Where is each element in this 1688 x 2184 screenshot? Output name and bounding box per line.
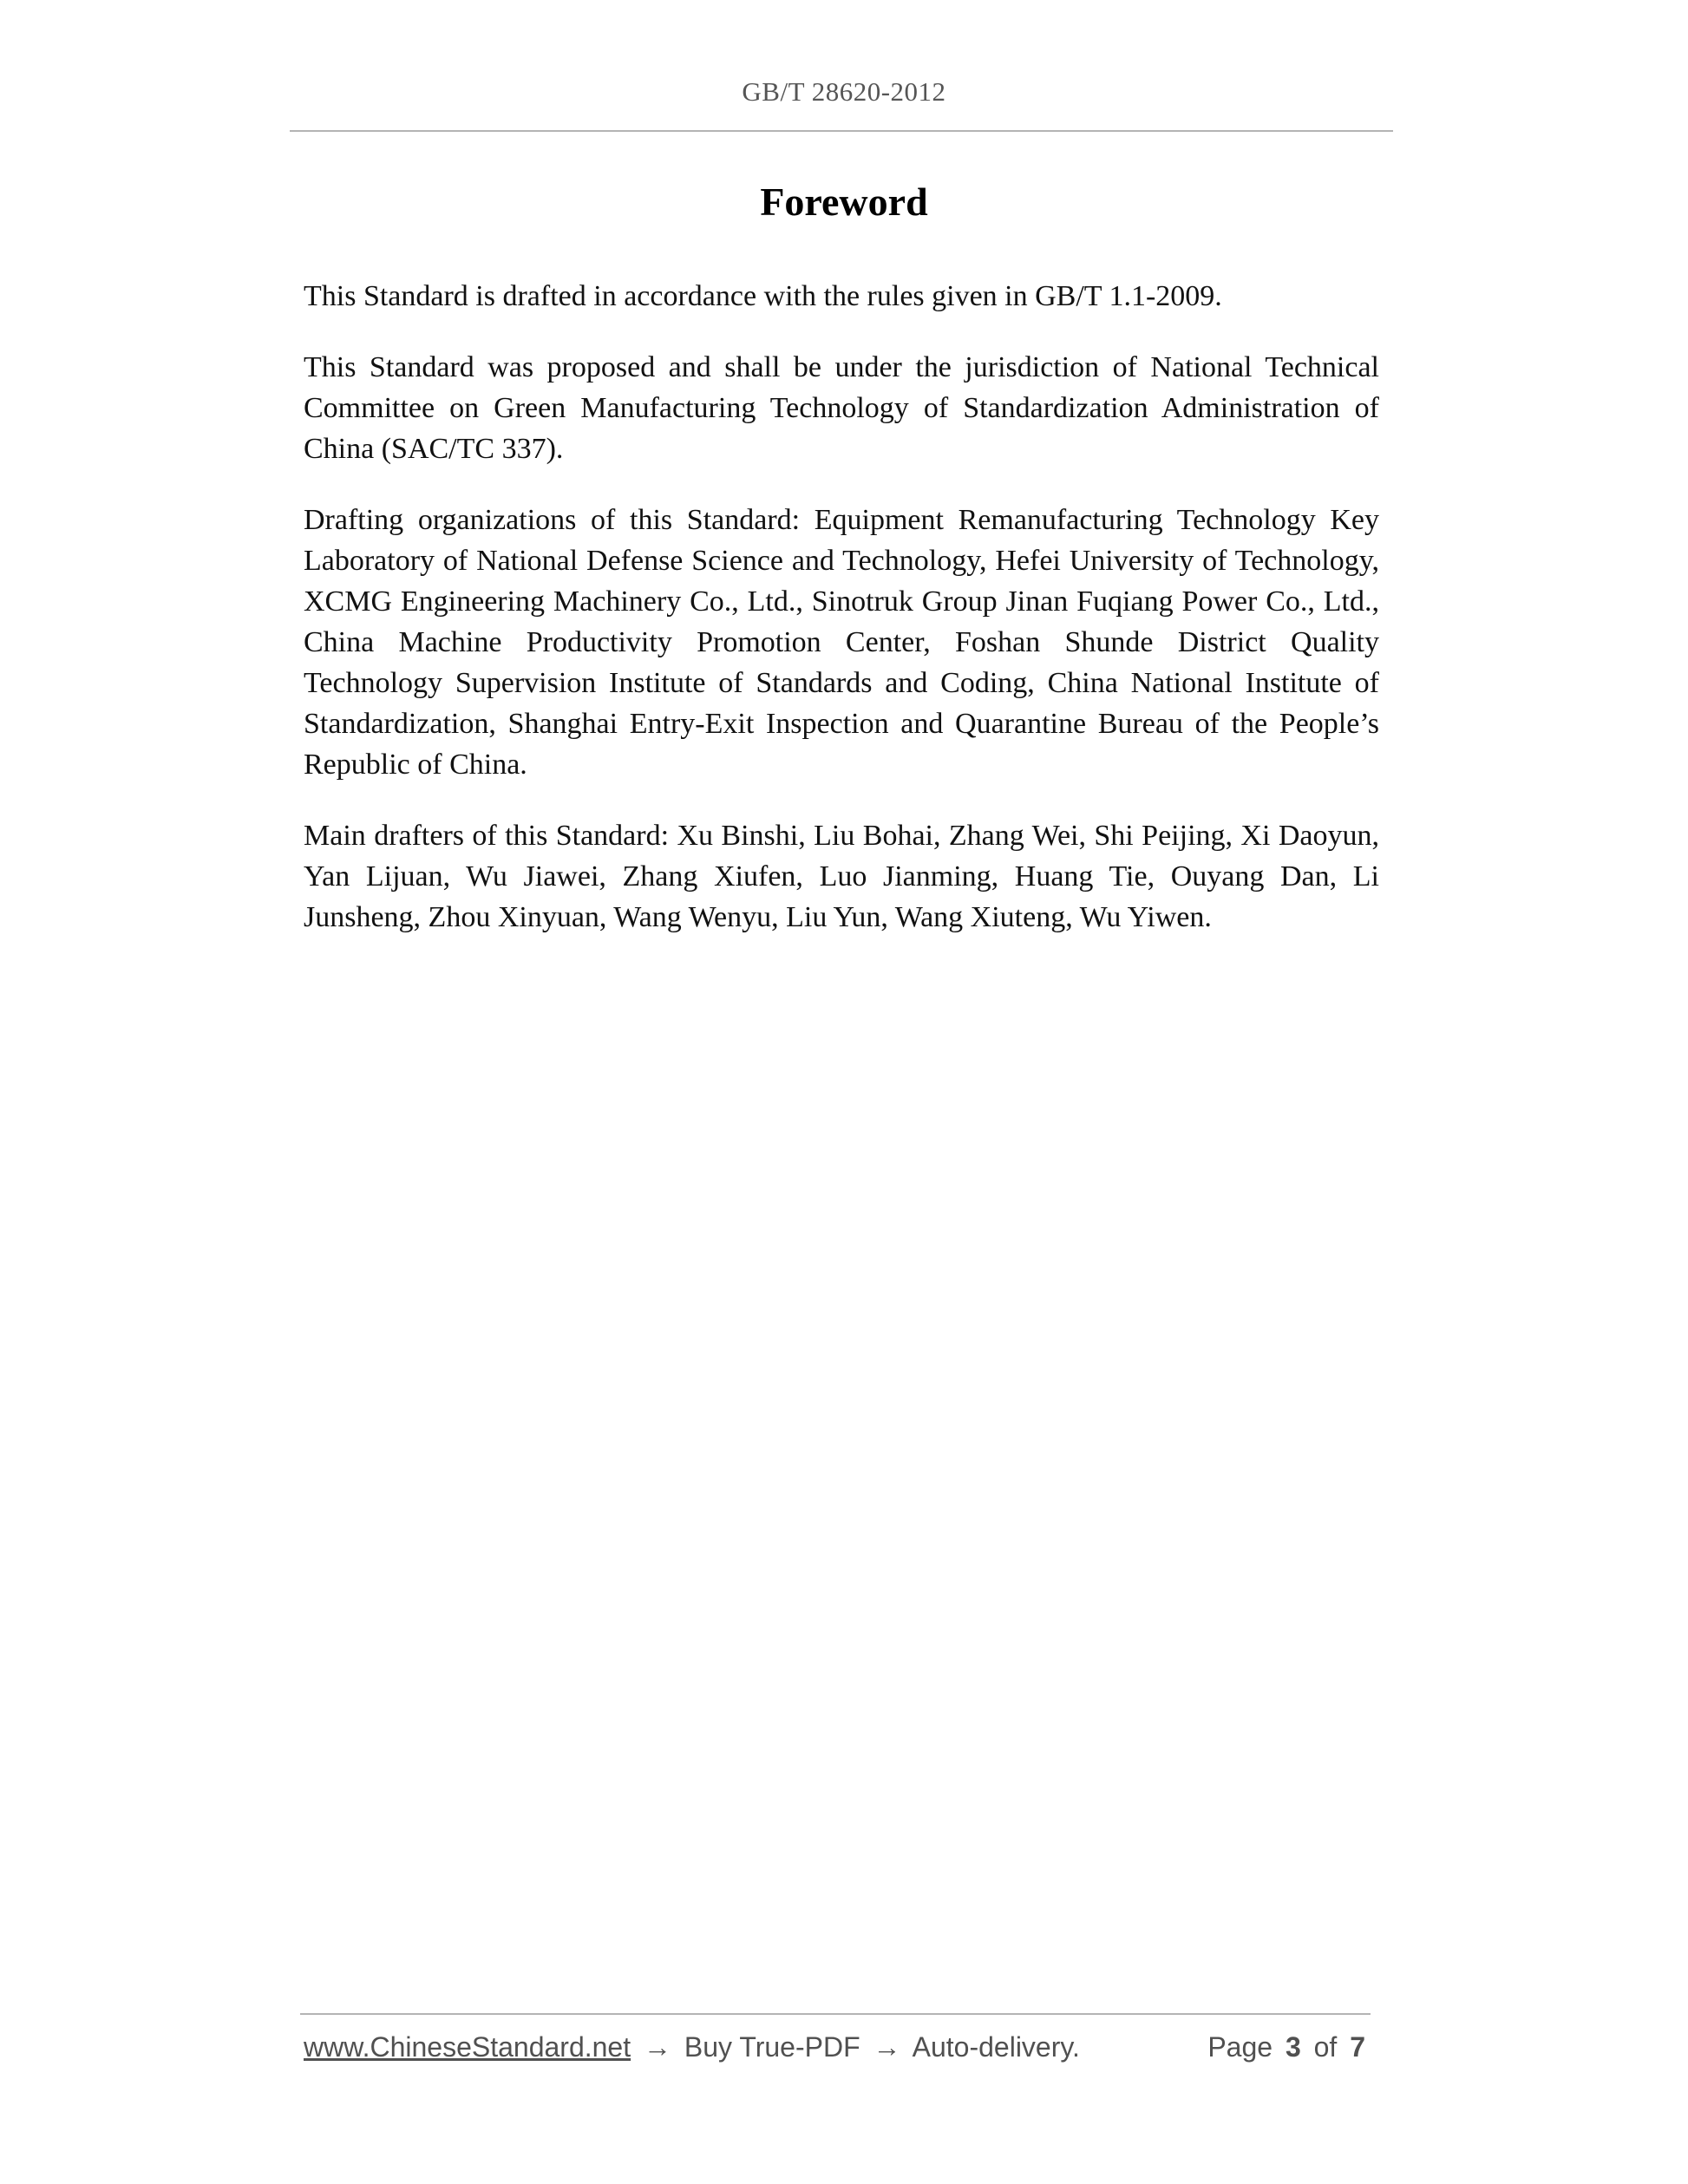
paragraph-jurisdiction: This Standard was proposed and shall be under the jurisdiction of National Technical Committee on Green Manufacturing Technology of Standardization Administration of China (SAC/TC 337). <box>304 351 1379 465</box>
page-of-label: of <box>1313 2031 1338 2063</box>
header-standard-code: GB/T 28620-2012 <box>742 76 946 107</box>
auto-delivery-text: Auto-delivery. <box>912 2031 1080 2063</box>
paragraph-drafting-organizations: Drafting organizations of this Standard: Equipment Remanufacturing Technology Key Laboratory of National Defense Science and Technology, Hefei University of Technology, XCMG Engineering Machinery Co., Ltd., Sinotruk Group Jinan Fuqiang Power Co., Ltd., China Machine Productivity Promotion Center, Foshan Shunde District Quality Technology Supervision Institute of Standards and Coding, China National Institute of Standardization, Shanghai Entry-Exit Inspection and Quarantine Bureau of the People’s Republic of China. <box>304 504 1379 781</box>
arrow-right-icon: → <box>873 2031 901 2063</box>
website-link[interactable]: www.ChineseStandard.net <box>304 2031 631 2063</box>
paragraph-main-drafters: Main drafters of this Standard: Xu Binshi, Liu Bohai, Zhang Wei, Shi Peijing, Xi Daoyun, Yan Lijuan, Wu Jiawei, Zhang Xiufen, Luo Jianming, Huang Tie, Ouyang Dan, Li Junsheng, Zhou Xinyuan, Wang Wenyu, Liu Yun, Wang Xiuteng, Wu Yiwen. <box>304 820 1379 933</box>
page-label: Page <box>1207 2031 1273 2063</box>
header-divider <box>290 130 1393 132</box>
foreword-body <box>304 276 1379 968</box>
footer-promo <box>304 2031 1080 2063</box>
page-total: 7 <box>1350 2031 1365 2063</box>
paragraph-drafting-rules: This Standard is drafted in accordance with the rules given in GB/T 1.1-2009. <box>304 280 1222 312</box>
page-title: Foreword <box>760 180 928 224</box>
arrow-right-icon: → <box>644 2031 671 2063</box>
page-footer <box>304 2031 1371 2070</box>
footer-divider <box>300 2013 1371 2015</box>
page-number <box>1207 2031 1371 2063</box>
page-current: 3 <box>1285 2031 1301 2063</box>
buy-true-pdf-text: Buy True-PDF <box>684 2031 860 2063</box>
